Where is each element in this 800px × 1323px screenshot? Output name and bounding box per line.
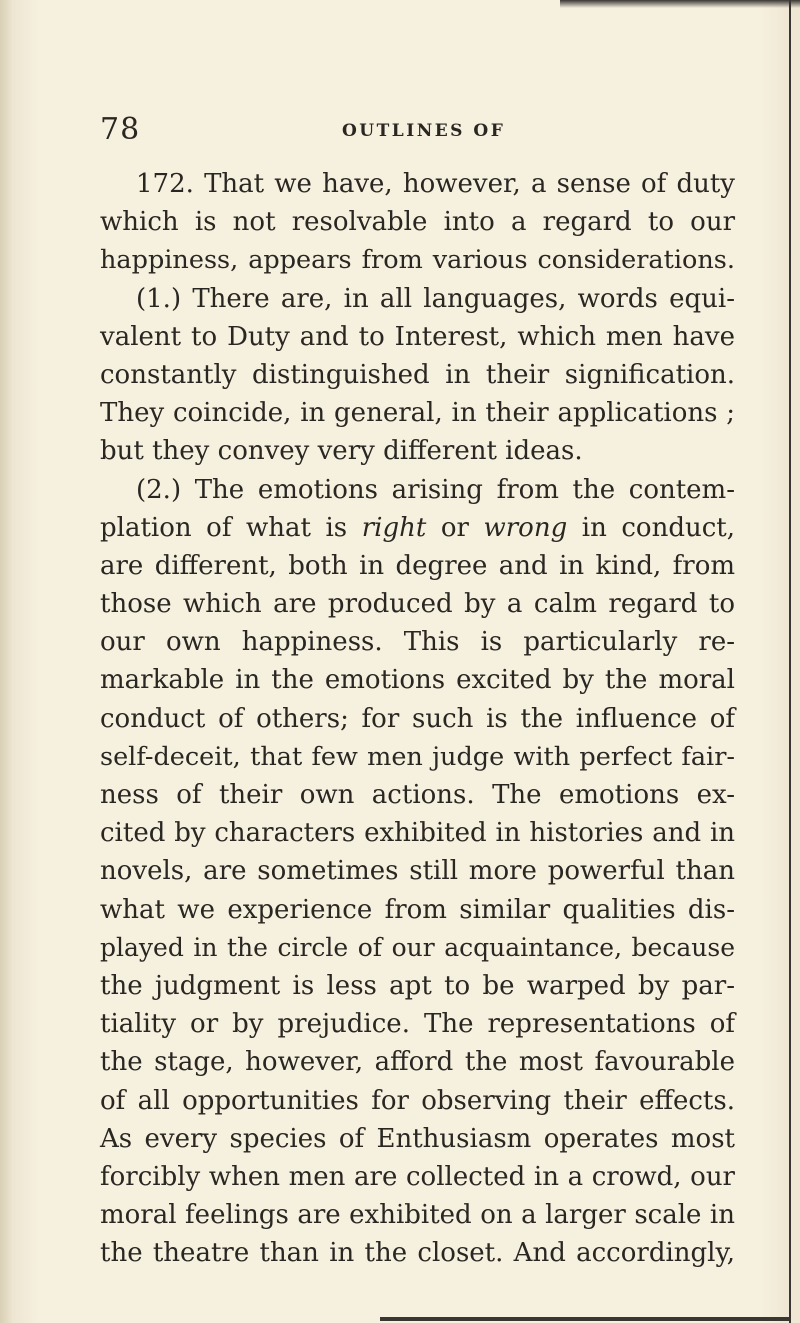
text-line: markable in the emotions excited by the moral xyxy=(100,665,735,696)
text-line: of all opportunities for observing their effects. xyxy=(100,1085,735,1116)
text-line: novels, are sometimes still more powerful than xyxy=(100,856,735,887)
bottom-page-edge xyxy=(380,1317,790,1321)
top-edge-shadow xyxy=(560,0,800,8)
emphasis-right: right xyxy=(361,512,427,543)
text-line: (2.) The emotions arising from the contem- xyxy=(136,474,735,505)
line-segment: plation of what is xyxy=(100,512,362,543)
text-line: happiness, appears from various considerations. xyxy=(100,245,735,276)
text-line: conduct of others; for such is the influence of xyxy=(100,703,735,734)
running-head-title: OUTLINES OF xyxy=(342,121,506,141)
text-line: self-deceit, that few men judge with perfect fair- xyxy=(100,741,735,772)
text-line-emphasis xyxy=(100,509,735,547)
line-segment: in conduct, xyxy=(567,512,735,543)
text-line: the theatre than in the closet. And accordingly, xyxy=(100,1238,735,1269)
text-line: played in the circle of our acquaintance, because xyxy=(100,932,735,962)
text-line: (1.) There are, in all languages, words equi- xyxy=(136,283,735,314)
text-line: those which are produced by a calm regard to xyxy=(100,589,735,620)
text-line: moral feelings are exhibited on a larger scale in xyxy=(100,1200,735,1231)
text-line: valent to Duty and to Interest, which men have xyxy=(100,321,735,352)
running-head xyxy=(100,105,720,155)
text-line: forcibly when men are collected in a crowd, our xyxy=(100,1161,735,1192)
text-line: but they convey very different ideas. xyxy=(100,436,583,467)
text-line: the stage, however, afford the most favourable xyxy=(100,1047,735,1078)
text-line: cited by characters exhibited in histories and in xyxy=(100,818,735,849)
text-line: what we experience from similar qualities dis- xyxy=(100,894,735,925)
right-page-edge xyxy=(789,0,791,1323)
binding-edge xyxy=(0,0,12,1323)
text-line: 172. That we have, however, a sense of duty xyxy=(136,169,735,199)
text-line: They coincide, in general, in their applications ; xyxy=(100,398,735,429)
text-line: ness of their own actions. The emotions ex- xyxy=(100,780,735,810)
text-line: which is not resolvable into a regard to our xyxy=(100,207,735,238)
body-text xyxy=(100,165,735,1272)
text-line: As every species of Enthusiasm operates most xyxy=(100,1123,735,1154)
text-line: tiality or by prejudice. The representations of xyxy=(100,1009,735,1040)
text-line: the judgment is less apt to be warped by par- xyxy=(100,970,735,1001)
text-line: constantly distinguished in their signification. xyxy=(100,359,735,390)
text-line: are different, both in degree and in kind, from xyxy=(100,550,735,581)
emphasis-wrong: wrong xyxy=(483,512,568,543)
text-line: our own happiness. This is particularly re- xyxy=(100,627,735,658)
page-number: 78 xyxy=(100,112,141,147)
line-segment: or xyxy=(426,512,484,543)
